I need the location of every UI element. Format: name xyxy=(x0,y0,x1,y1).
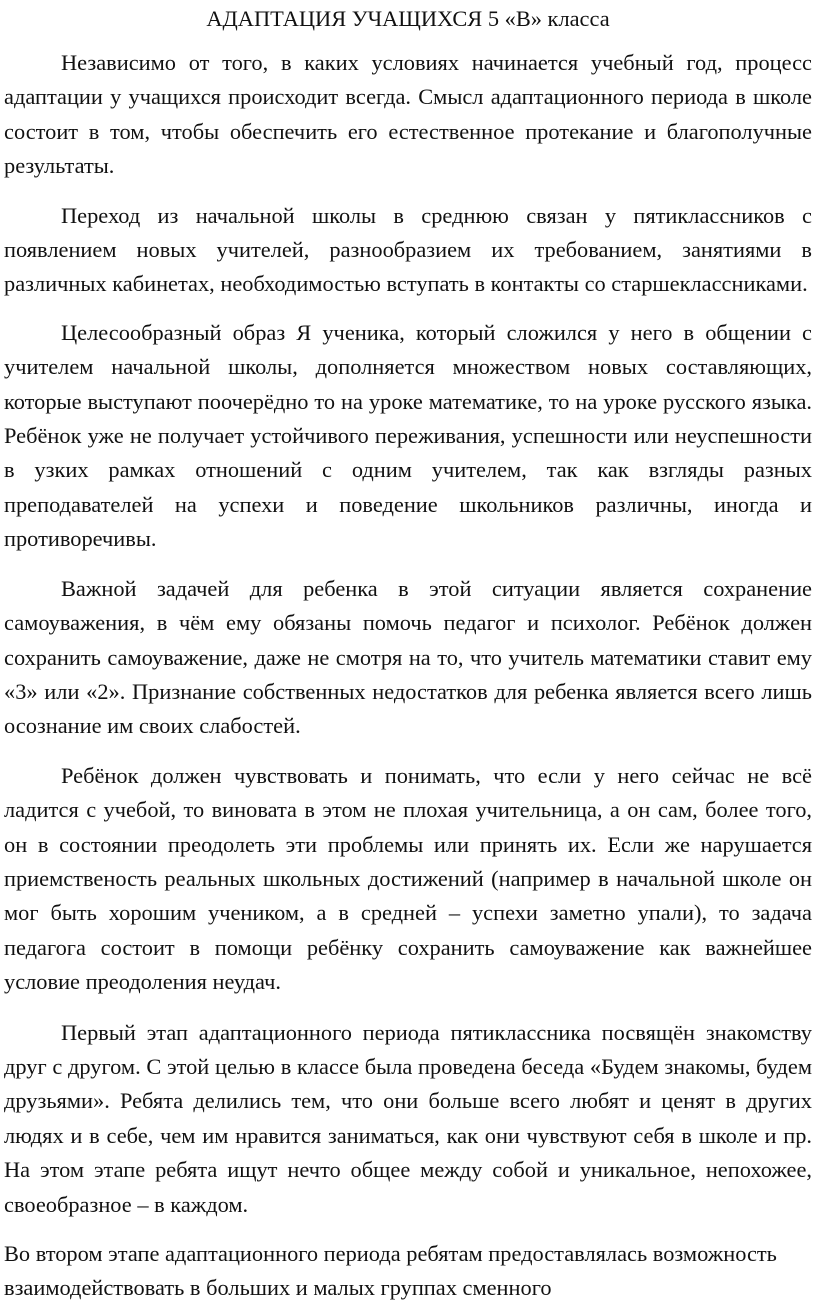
paragraph-second-stage: Во втором этапе адаптационного периода ребятам предоставлялась возможность взаимодействовать в больших и малых группах сменного xyxy=(4,1241,777,1301)
paragraph-first-stage: Первый этап адаптационного периода пятиклассника посвящён знакомству друг с другом. С этой целью в классе была проведена беседа «Будем знакомы, будем друзьями». Ребята делились тем, что они больше всего любят и ценят в других людях и в себе, чем им нравится заниматься, как они чувствуют себя в школе и пр. На этом этапе ребята ищут нечто общее между собой и уникальное, непохожее, своеобразное – в каждом. xyxy=(4,1019,812,1217)
paragraph-self-respect: Важной задачей для ребенка в этой ситуации является сохранение самоуважения, в чём ему обязаны помочь педагог и психолог. Ребёнок должен сохранить самоуважение, даже не смотря на то, что учитель математики ставит ему «3» или «2». Признание собственных недостатков для ребенка является всего лишь осознание им своих слабостей. xyxy=(4,575,812,739)
paragraph-understanding: Ребёнок должен чувствовать и понимать, что если у него сейчас не всё ладится с учебой, то виновата в этом не плохая учительница, а он сам, более того, он в состоянии преодолеть эти проблемы или принять их. Если же нарушается приемственость реальных школьных достижений (например в начальной школе он мог быть хорошим учеником, а в средней – успехи заметно упали), то задача педагога состоит в помощи ребёнку сохранить самоуважение как важнейшее условие преодоления неудач. xyxy=(4,762,812,995)
paragraph-adaptation-intro: Независимо от того, в каких условиях начинается учебный год, процесс адаптации у учащихся происходит всегда. Смысл адаптационного периода в школе состоит в том, чтобы обеспечить его естественное протекание и благополучные результаты. xyxy=(4,50,812,179)
document-title: АДАПТАЦИЯ УЧАЩИХСЯ 5 «В» класса xyxy=(206,6,610,31)
paragraph-transition: Переход из начальной школы в среднюю связан у пятиклассников с появлением новых учителей, разнообразием их требованием, занятиями в различных кабинетах, необходимостью вступать в контакты со старшеклассниками. xyxy=(4,202,812,297)
paragraph-self-image: Целесообразный образ Я ученика, который сложился у него в общении с учителем начальной школы, дополняется множеством новых составляющих, которые выступают поочерёдно то на уроке математике, то на уроке русского языка. Ребёнок уже не получает устойчивого переживания, успешности или неуспешности в узких рамках отношений с одним учителем, так как взгляды разных преподавателей на успехи и поведение школьников различны, иногда и противоречивы. xyxy=(4,319,812,552)
